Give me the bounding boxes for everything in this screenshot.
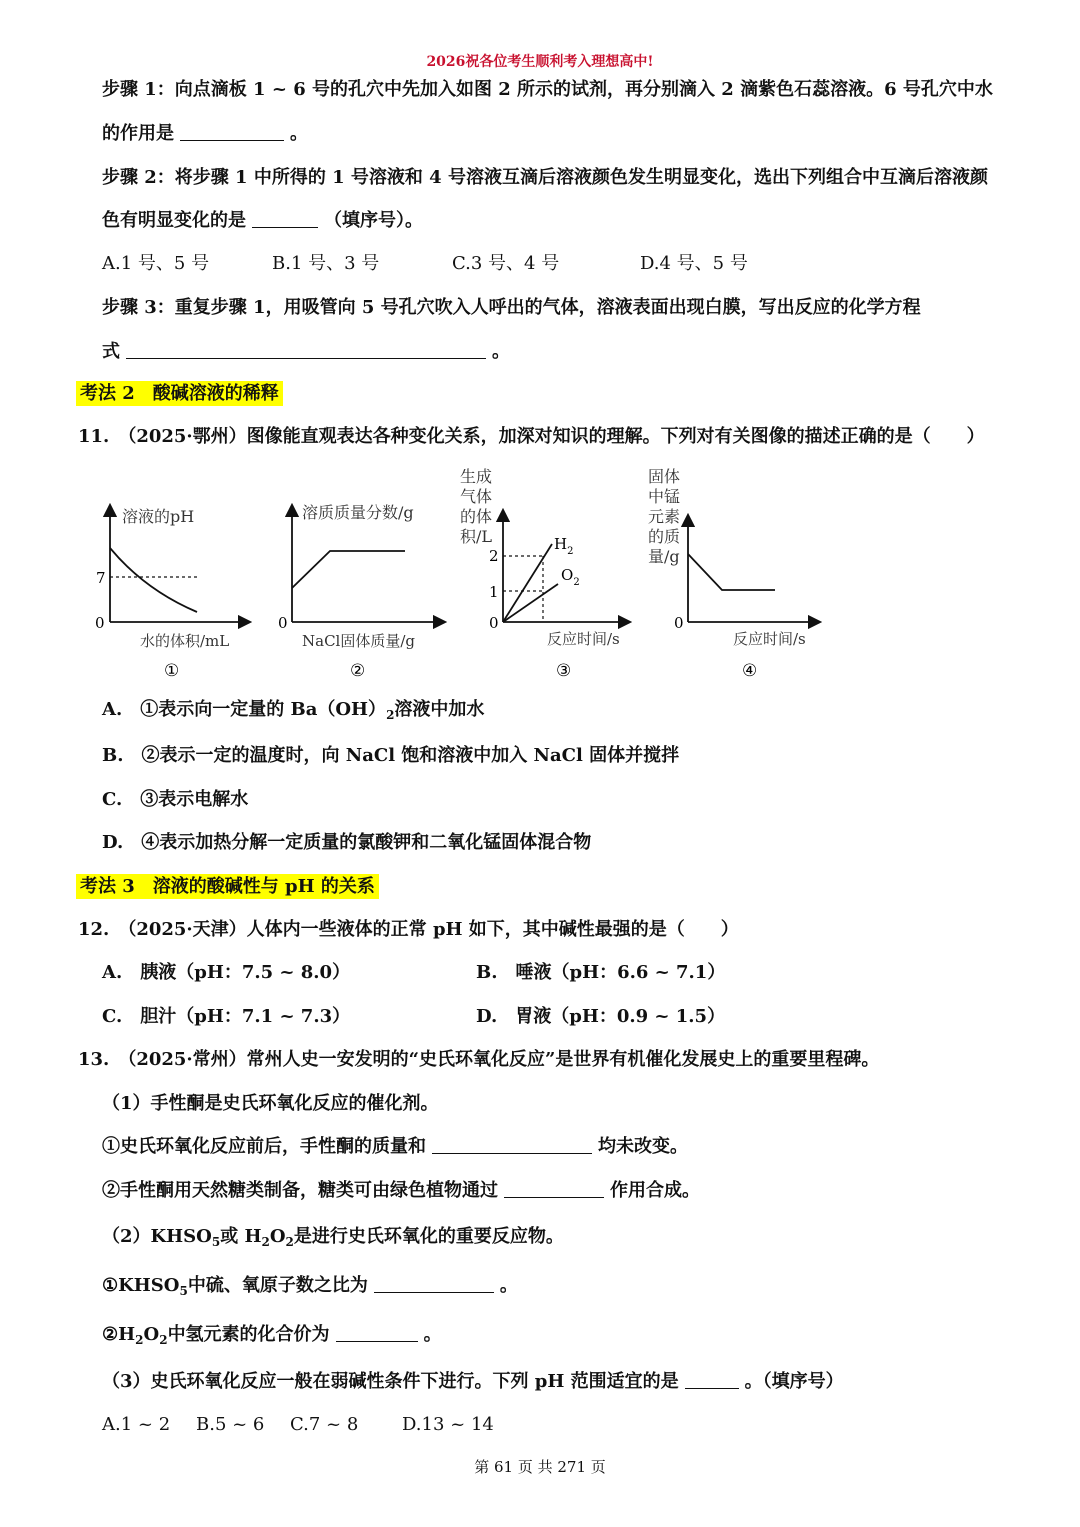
step1-period: 。	[290, 123, 308, 144]
graph-2-line	[292, 551, 405, 588]
q12-stem: 12. （2025·天津）人体内一些液体的正常 pH 如下，其中碱性最强的是（ ）	[78, 919, 739, 940]
q13-option-c[interactable]: C.7 ~ 8	[290, 1414, 359, 1435]
graph-1-curve	[110, 548, 197, 612]
graph-1-origin: 0	[95, 614, 105, 632]
graph-4-ylabel-1: 固体	[648, 467, 681, 486]
q13-part3-text: （3）史氏环氧化反应一般在弱碱性条件下进行。下列 pH 范围适宜的是	[102, 1371, 679, 1392]
q13-part2-text: 是进行史氏环氧化的重要反应物。	[293, 1226, 564, 1247]
graph-4-ylabel-5: 量/g	[648, 547, 680, 566]
q13-part2-b-sub-2: 2	[159, 1333, 168, 1347]
graph-3-tick-1: 1	[489, 583, 499, 601]
step2-answer-blank[interactable]	[252, 209, 318, 228]
q13-part2-b-sub-1: 2	[135, 1333, 144, 1347]
graph-2-number: ②	[350, 661, 366, 681]
q13-part2-a	[102, 1274, 518, 1303]
q12-option-d[interactable]: D. 胃液（pH：0.9 ~ 1.5）	[476, 1006, 726, 1027]
q11-option-a[interactable]	[102, 698, 484, 727]
graph-4-origin: 0	[674, 614, 684, 632]
graph-4-ylabel-4: 的质	[648, 527, 681, 546]
step1-line1: 步骤 1：向点滴板 1 ~ 6 号的孔穴中先加入如图 2 所示的试剂，再分别滴入 2 滴紫色石蕊溶液。6 号孔穴中水	[102, 79, 993, 100]
graph-4-xlabel: 反应时间/s	[733, 630, 806, 648]
q13-part1-a	[102, 1135, 688, 1159]
q11-option-a-text-end: 溶液中加水	[394, 699, 485, 720]
graph-2-origin: 0	[278, 614, 288, 632]
graph-3-label-h2: $H_2$	[554, 535, 574, 557]
graph-1-tick-7: 7	[96, 569, 106, 587]
step2-text: 色有明显变化的是	[102, 210, 246, 231]
q13-part2-a-period: 。	[499, 1275, 518, 1296]
step2-line1: 步骤 2：将步骤 1 中所得的 1 号溶液和 4 号溶液互滴后溶液颜色发生明显变化，选出下列组合中互滴后溶液颜	[102, 167, 988, 188]
q13-part2-b-o: O	[143, 1324, 160, 1345]
graph-1-xlabel: 水的体积/mL	[140, 632, 230, 650]
q13-part1-b	[102, 1179, 700, 1203]
q13-part2-a-khso: ①KHSO	[102, 1275, 180, 1296]
graph-3-number: ③	[556, 661, 572, 681]
graph-1	[95, 507, 245, 681]
graph-2	[278, 503, 440, 681]
q13-option-b[interactable]: B.5 ~ 6	[196, 1414, 265, 1435]
q13-part2-or-h: 或 H	[220, 1226, 262, 1247]
q11-option-d[interactable]: D. ④表示加热分解一定质量的氯酸钾和二氧化锰固体混合物	[102, 832, 592, 853]
q13-part2-a-sub: 5	[179, 1284, 188, 1298]
step3-line1: 步骤 3：重复步骤 1，用吸管向 5 号孔穴吹入人呼出的气体，溶液表面出现白膜，写出反应的化学方程	[102, 297, 921, 318]
page-footer-number: 第 61 页 共 271 页	[474, 1458, 606, 1476]
graph-1-ylabel: 溶液的pH	[122, 507, 195, 526]
graph-3-ylabel-4: 积/L	[460, 527, 493, 546]
q13-part1-a-blank[interactable]	[432, 1135, 592, 1154]
q13-option-a[interactable]: A.1 ~ 2	[102, 1414, 171, 1435]
q13-part2-b	[102, 1323, 442, 1352]
graph-3-tick-2: 2	[489, 547, 499, 565]
q13-part1-b-blank[interactable]	[504, 1179, 604, 1198]
step1-text: 的作用是	[102, 123, 174, 144]
page-header-slogan: 2026祝各位考生顺利考入理想高中!	[426, 54, 654, 70]
q12-option-c[interactable]: C. 胆汁（pH：7.1 ~ 7.3）	[102, 1006, 351, 1027]
section-heading-3-text: 考法 3 溶液的酸碱性与 pH 的关系	[76, 874, 379, 899]
q13-part1-b-text: ②手性酮用天然糖类制备，糖类可由绿色植物通过	[102, 1180, 498, 1201]
q13-part2-a-blank[interactable]	[374, 1274, 494, 1293]
step2-option-a[interactable]: A.1 号、5 号	[102, 253, 210, 274]
q13-part2-sub-5: 5	[211, 1235, 221, 1249]
section-heading-2-text: 考法 2 酸碱溶液的稀释	[76, 381, 283, 406]
q13-part2-b-period: 。	[423, 1324, 442, 1345]
graph-3-label-o2: $O_2$	[561, 566, 580, 588]
graph-2-xlabel: NaCl固体质量/g	[302, 632, 415, 650]
graph-3-line-o2	[503, 584, 558, 622]
q13-part2-o: O	[269, 1226, 286, 1247]
q13-part2-sub-2b: 2	[285, 1235, 294, 1249]
section-heading-3	[76, 875, 379, 899]
graph-3	[460, 467, 625, 681]
q11-option-b[interactable]: B. ②表示一定的温度时，向 NaCl 饱和溶液中加入 NaCl 固体并搅拌	[102, 745, 680, 766]
q12-option-b[interactable]: B. 唾液（pH：6.6 ~ 7.1）	[476, 962, 726, 983]
q13-part2	[102, 1225, 564, 1254]
step3-text: 式	[102, 341, 120, 362]
graph-3-ylabel-3: 的体	[460, 507, 493, 526]
graph-4	[648, 467, 815, 681]
section-heading-2	[76, 382, 283, 406]
q13-part3-text-end: 。（填序号）	[744, 1371, 844, 1392]
step1-answer-blank[interactable]	[180, 122, 284, 141]
q13-part1: （1）手性酮是史氏环氧化反应的催化剂。	[102, 1093, 439, 1114]
graph-2-ylabel: 溶质质量分数/g	[302, 503, 414, 522]
q13-part3-blank[interactable]	[685, 1370, 739, 1389]
q13-part2-b-blank[interactable]	[336, 1323, 418, 1342]
graph-1-number: ①	[164, 661, 180, 681]
step3-period: 。	[492, 341, 510, 362]
q13-part1-a-text-end: 均未改变。	[598, 1136, 688, 1157]
graph-3-ylabel-1: 生成	[460, 467, 493, 486]
graph-4-ylabel-2: 中锰	[648, 487, 681, 506]
graph-3-xlabel: 反应时间/s	[547, 630, 620, 648]
graph-4-line	[688, 554, 775, 590]
step3-line2	[102, 340, 510, 364]
q13-part1-b-text-end: 作用合成。	[610, 1180, 700, 1201]
q11-stem: 11. （2025·鄂州）图像能直观表达各种变化关系，加深对知识的理解。下列对有关图像的描述正确的是（ ）	[78, 426, 985, 447]
graph-3-ylabel-2: 气体	[460, 487, 493, 506]
q13-part2-khso: （2）KHSO	[102, 1226, 212, 1247]
q13-part2-a-text: 中硫、氧原子数之比为	[187, 1275, 368, 1296]
q13-stem: 13. （2025·常州）常州人史一安发明的“史氏环氧化反应”是世界有机催化发展史上的重要里程碑。	[78, 1049, 880, 1070]
q11-graphs	[0, 460, 1080, 690]
q13-option-d[interactable]: D.13 ~ 14	[402, 1414, 494, 1435]
q12-option-a[interactable]: A. 胰液（pH：7.5 ~ 8.0）	[102, 962, 351, 983]
q13-part2-b-h: ②H	[102, 1324, 136, 1345]
graph-4-ylabel-3: 元素	[648, 507, 681, 526]
q13-part2-b-text: 中氢元素的化合价为	[167, 1324, 330, 1345]
step2-option-b[interactable]: B.1 号、3 号	[272, 253, 380, 274]
graph-4-number: ④	[742, 661, 758, 681]
step3-equation-blank[interactable]	[126, 340, 486, 359]
q11-option-a-text: A. ①表示向一定量的 Ba（OH）	[102, 699, 387, 720]
step2-line2	[102, 209, 423, 233]
q13-part3	[102, 1370, 844, 1394]
step2-text-end: （填序号）。	[324, 210, 423, 231]
step2-option-d[interactable]: D.4 号、5 号	[640, 253, 748, 274]
q11-option-a-subscript: 2	[386, 708, 395, 722]
step1-line2	[102, 122, 308, 146]
q11-option-c[interactable]: C. ③表示电解水	[102, 789, 249, 810]
step2-option-c[interactable]: C.3 号、4 号	[452, 253, 560, 274]
q13-part1-a-text: ①史氏环氧化反应前后，手性酮的质量和	[102, 1136, 426, 1157]
graph-3-origin: 0	[489, 614, 499, 632]
q13-part2-sub-2a: 2	[261, 1235, 270, 1249]
